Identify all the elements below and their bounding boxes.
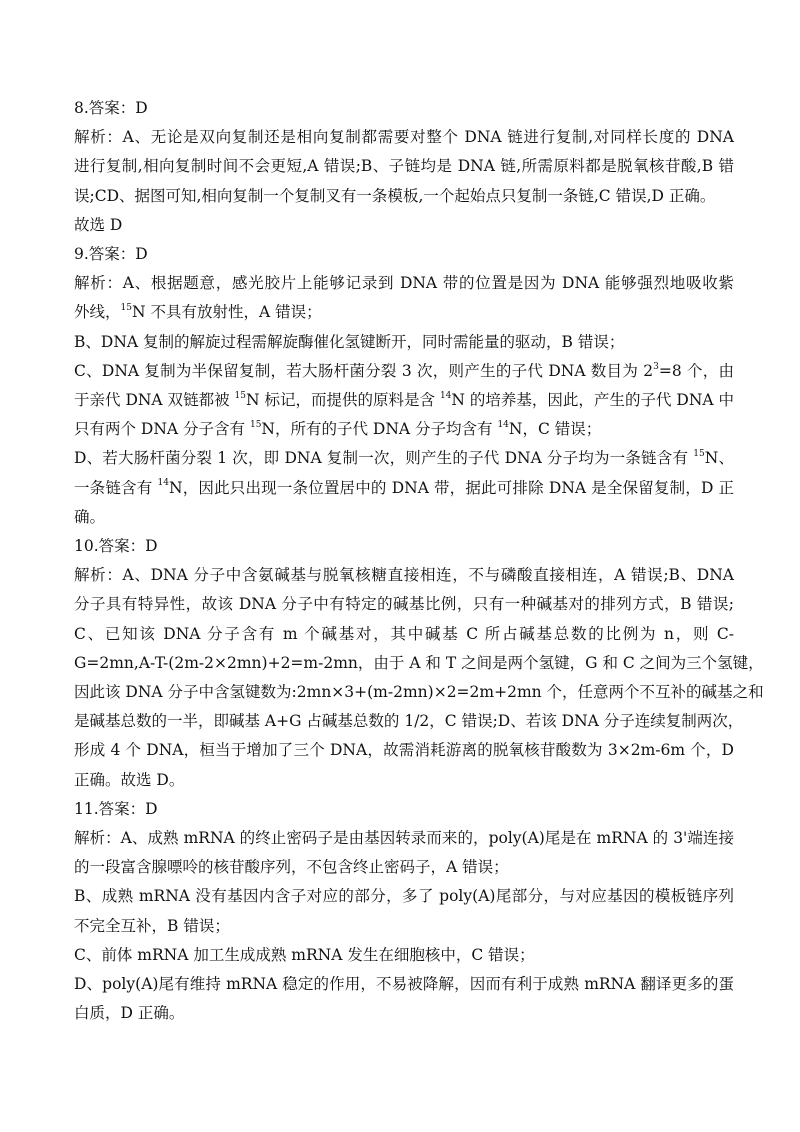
text-segment: B、成熟 mRNA 没有基因内含子对应的部分，多了 poly(A)尾部分，与对应基因的模板链序列 [74,887,734,906]
text-segment: C、已知该 DNA 分子含有 m 个碱基对，其中碱基 C 所占碱基总数的比例为 n，则 C- [74,624,734,643]
text-line-32 [74,999,734,1028]
text-segment: 只有两个 DNA 分子含有 [74,420,250,439]
text-segment: N 的培养基，因此，产生的子代 DNA 中 [451,391,735,410]
superscript: 15 [120,303,132,314]
answer-document [74,94,764,1029]
text-segment: C、前体 mRNA 加工生成成熟 mRNA 发生在细胞核中，C 错误； [74,945,535,964]
superscript: 15 [249,420,262,431]
text-line-27 [74,853,734,882]
text-segment: 的一段富含腺嘌呤的核苷酸序列，不包含终止密码子，A 错误； [74,858,509,877]
text-segment: 10.答案：D [74,537,158,556]
text-segment: 分子具有特异性，故该 DNA 分子中有特定的碱基比例，只有一种碱基对的排列方式，B 错误; [74,595,734,614]
text-line-12 [74,415,734,444]
text-segment: 解析：A、无论是双向复制还是相向复制都需要对整个 DNA 链进行复制,对同样长度的 DNA [74,128,734,147]
text-line-6 [74,240,734,269]
text-line-19 [74,620,734,649]
text-line-11 [74,386,734,415]
text-line-21 [74,678,764,707]
text-line-9 [74,328,734,357]
text-segment: N，所有的子代 DNA 分子均含有 [261,420,498,439]
text-line-24 [74,766,734,795]
text-line-13 [74,444,734,473]
text-segment: N 标记，而提供的原料是含 [245,391,440,410]
text-segment: 形成 4 个 DNA，桓当于增加了三个 DNA，故需消耗游离的脱氧核苷酸数为 3×2m-6m 个，D [74,741,734,760]
text-line-25 [74,795,734,824]
text-line-1 [74,94,734,123]
text-segment: N、 [704,449,734,468]
text-line-18 [74,590,734,619]
text-segment: 误;CD、据图可知,相向复制一个复制叉有一条模板,一个起始点只复制一条链,C 错误,D 正确。 [74,186,716,205]
text-segment: 进行复制,相向复制时间不会更短,A 错误;B、子链均是 DNA 链,所需原料都是脱氧核苷酸,B 错 [74,157,734,176]
text-segment: D、poly(A)尾有维持 mRNA 稳定的作用，不易被降解，因而有利于成熟 mRNA 翻译更多的蛋 [74,975,734,994]
text-segment: 11.答案：D [74,799,158,818]
text-segment: 白质，D 正确。 [74,1004,185,1023]
text-line-28 [74,882,734,911]
text-segment: C、DNA 复制为半保留复制，若大肠杆菌分裂 3 次，则产生的子代 DNA 数目为 2 [74,361,654,380]
text-segment: 9.答案：D [74,245,148,264]
text-segment: 因此该 DNA 分子中含氢键数为:2mn×3+(m-2mn)×2=2m+2mn 个，任意两个不互补的碱基之和 [74,683,764,702]
text-segment: 解析：A、DNA 分子中含氨碱基与脱氧核糖直接相连，不与磷酸直接相连，A 错误;B、DNA [74,566,734,585]
text-line-15 [74,503,734,532]
text-line-10 [74,357,734,386]
text-line-14 [74,474,734,503]
text-segment: 解析：A、根据题意，感光胶片上能够记录到 DNA 带的位置是因为 DNA 能够强烈地吸收紫 [74,274,734,293]
text-segment: 解析：A、成熟 mRNA 的终止密码子是由基因转录而来的，poly(A)尾是在 mRNA 的 3'端连接 [74,829,734,848]
text-segment: 确。 [74,507,106,526]
text-line-16 [74,532,734,561]
text-segment: 正确。故选 D。 [74,770,185,789]
text-segment: B、DNA 复制的解旋过程需解旋酶催化氢键断开，同时需能量的驱动，B 错误； [74,332,625,351]
text-line-26 [74,824,734,853]
text-segment: N，C 错误； [508,420,602,439]
text-segment: D、若大肠杆菌分裂 1 次，即 DNA 复制一次，则产生的子代 DNA 分子均为一条链含有 [74,449,694,468]
superscript: 14 [497,420,509,431]
text-line-5 [74,211,734,240]
text-segment: 是碱基总数的一半，即碱基 A+G 占碱基总数的 1/2，C 错误;D、若该 DNA 分子连续复制两次， [74,712,744,731]
text-segment: 外线， [74,303,121,322]
text-line-23 [74,736,734,765]
text-line-22 [74,707,744,736]
text-segment: =8 个，由 [658,361,734,380]
text-segment: 于亲代 DNA 双链都被 [74,391,235,410]
text-segment: 不完全互补，B 错误； [74,916,230,935]
superscript: 3 [653,361,659,372]
text-segment: 故选 D [74,215,123,234]
superscript: 15 [693,449,705,460]
text-line-4 [74,182,734,211]
superscript: 14 [157,478,169,489]
text-line-7 [74,269,734,298]
text-line-3 [74,152,734,181]
text-segment: 8.答案：D [74,99,148,117]
text-line-2 [74,123,734,152]
text-segment: N，因此只出现一条位置居中的 DNA 带，据此可排除 DNA 是全保留复制，D 正 [168,478,734,497]
text-line-31 [74,970,734,999]
superscript: 15 [234,390,246,401]
text-segment: N 不具有放射性，A 错误； [131,303,322,322]
superscript: 14 [439,390,452,401]
text-segment: 一条链含有 [74,478,158,497]
text-line-8 [74,298,734,327]
text-line-17 [74,561,734,590]
text-line-29 [74,912,734,941]
text-line-30 [74,941,734,970]
text-segment: G=2mn,A-T-(2m-2×2mn)+2=m-2mn，由于 A 和 T 之间是两个氢键，G 和 C 之间为三个氢键， [74,653,764,672]
text-line-20 [74,649,764,678]
